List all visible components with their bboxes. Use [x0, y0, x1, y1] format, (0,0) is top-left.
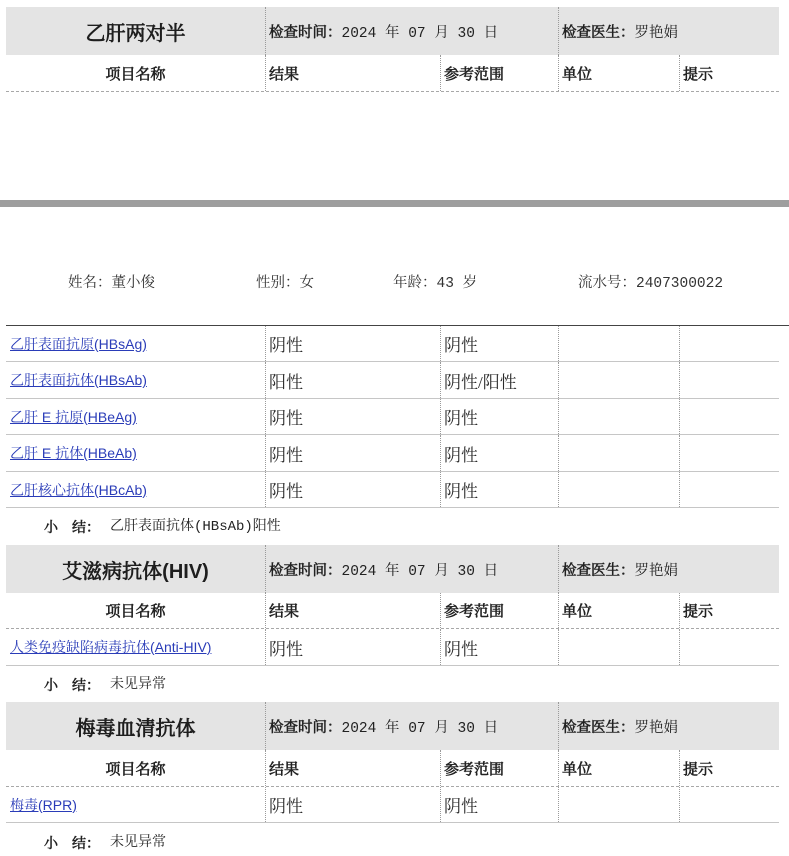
- exam-time-cell: [265, 545, 558, 593]
- unit-cell: [558, 435, 679, 471]
- doctor-label: 检查医生：: [562, 562, 635, 579]
- result-value: 阴性: [269, 409, 303, 428]
- column-header-row: [6, 593, 779, 629]
- section-title-cell: [6, 545, 265, 593]
- hint-cell: [679, 787, 779, 822]
- doctor-cell: [558, 545, 779, 593]
- exam-time-label: 检查时间：: [269, 719, 342, 736]
- result-value: 阴性: [269, 639, 303, 659]
- result-row: [6, 362, 779, 399]
- result-row: [6, 326, 779, 362]
- exam-time-cell: [265, 702, 558, 750]
- column-header-name: 项目名称: [105, 65, 166, 83]
- result-value: 阳性: [269, 372, 303, 392]
- hint-cell: [679, 435, 779, 471]
- unit-cell: [558, 326, 679, 361]
- exam-time-cell: [265, 7, 558, 55]
- exam-time-label: 检查时间：: [269, 24, 342, 41]
- unit-cell: [558, 362, 679, 398]
- reference-range: 阴性: [444, 482, 478, 501]
- result-value: 阴性: [269, 336, 303, 355]
- doctor-cell: [558, 702, 779, 750]
- section-title: 梅毒血清抗体: [75, 717, 196, 740]
- patient-age-value: 43 岁: [436, 276, 478, 292]
- summary-text: 未见异常: [110, 677, 166, 693]
- patient-name: [68, 274, 155, 294]
- column-header-hint: 提示: [679, 750, 779, 786]
- result-row: [6, 629, 779, 666]
- section-summary: [0, 517, 789, 537]
- doctor-name: 罗艳娟: [634, 563, 678, 580]
- summary-label: 小 结：: [44, 835, 100, 851]
- reference-range: 阴性: [444, 409, 478, 428]
- result-row: [6, 472, 779, 508]
- column-header-row: [6, 750, 779, 787]
- hint-cell: [679, 362, 779, 398]
- result-value: 阴性: [269, 797, 303, 816]
- section-header-syphilis: [6, 702, 779, 750]
- test-item-link[interactable]: 梅毒(RPR): [10, 796, 77, 813]
- column-header-unit: 单位: [558, 750, 679, 786]
- result-row: [6, 399, 779, 435]
- section-summary: [0, 833, 789, 853]
- unit-cell: [558, 629, 679, 665]
- column-header-unit: 单位: [558, 55, 679, 91]
- doctor-cell: [558, 7, 779, 55]
- patient-gender: [256, 274, 314, 294]
- patient-name-value: 董小俊: [111, 276, 155, 292]
- serial-number-label: 流水号：: [578, 276, 636, 292]
- reference-range: 阴性: [444, 797, 478, 816]
- summary-text: 乙肝表面抗体(HBsAb)阳性: [110, 519, 281, 535]
- patient-age: [393, 274, 477, 294]
- summary-label: 小 结：: [44, 519, 100, 535]
- hint-cell: [679, 472, 779, 507]
- column-header-reference: 参考范围: [440, 55, 558, 91]
- reference-range: 阴性/阳性: [444, 372, 517, 392]
- unit-cell: [558, 472, 679, 507]
- test-item-link[interactable]: 乙肝 E 抗体(HBeAb): [10, 445, 137, 461]
- result-row: [6, 787, 779, 823]
- result-value: 阴性: [269, 482, 303, 501]
- test-item-link[interactable]: 乙肝表面抗体(HBsAb): [10, 372, 147, 388]
- column-header-reference: 参考范围: [440, 750, 558, 786]
- column-header-hint: 提示: [679, 55, 779, 91]
- patient-gender-value: 女: [299, 276, 314, 292]
- doctor-name: 罗艳娟: [634, 720, 678, 737]
- column-header-row: [6, 55, 779, 92]
- column-header-result: 结果: [265, 55, 440, 91]
- hint-cell: [679, 629, 779, 665]
- column-header-name: 项目名称: [105, 760, 166, 778]
- reference-range: 阴性: [444, 445, 478, 465]
- section-title-cell: [6, 702, 265, 750]
- column-header-unit: 单位: [558, 593, 679, 628]
- exam-time-label: 检查时间：: [269, 562, 342, 579]
- reference-range: 阴性: [444, 639, 478, 659]
- section-summary: [0, 675, 789, 695]
- exam-time-value: 2024 年 07 月 30 日: [341, 25, 499, 42]
- result-row: [6, 435, 779, 472]
- doctor-name: 罗艳娟: [634, 25, 678, 42]
- column-header-result: 结果: [265, 593, 440, 628]
- section-header-hiv: [6, 545, 779, 593]
- exam-time-value: 2024 年 07 月 30 日: [341, 720, 499, 737]
- summary-label: 小 结：: [44, 677, 100, 693]
- test-item-link[interactable]: 乙肝 E 抗原(HBeAg): [10, 408, 137, 425]
- patient-age-label: 年龄：: [393, 276, 437, 292]
- doctor-label: 检查医生：: [562, 24, 635, 41]
- section-header-hbv: [6, 7, 779, 55]
- exam-time-value: 2024 年 07 月 30 日: [341, 563, 499, 580]
- section-title: 乙肝两对半: [85, 22, 186, 45]
- unit-cell: [558, 787, 679, 822]
- serial-number: [578, 274, 723, 294]
- column-header-name: 项目名称: [105, 603, 166, 620]
- section-title-cell: [6, 7, 265, 55]
- column-header-reference: 参考范围: [440, 593, 558, 628]
- column-header-result: 结果: [265, 750, 440, 786]
- hint-cell: [679, 399, 779, 434]
- unit-cell: [558, 399, 679, 434]
- reference-range: 阴性: [444, 336, 478, 355]
- test-item-link[interactable]: 人类免疫缺陷病毒抗体(Anti-HIV): [10, 639, 212, 655]
- column-header-hint: 提示: [679, 593, 779, 628]
- section-title: 艾滋病抗体(HIV): [62, 560, 209, 583]
- patient-name-label: 姓名：: [68, 276, 112, 292]
- summary-text: 未见异常: [110, 835, 166, 851]
- hint-cell: [679, 326, 779, 361]
- serial-number-value: 2407300022: [636, 276, 724, 292]
- doctor-label: 检查医生：: [562, 719, 635, 736]
- test-item-link[interactable]: 乙肝表面抗原(HBsAg): [10, 335, 147, 352]
- test-item-link[interactable]: 乙肝核心抗体(HBcAb): [10, 481, 147, 498]
- page-separator: [0, 200, 789, 207]
- result-value: 阴性: [269, 445, 303, 465]
- patient-gender-label: 性别：: [256, 276, 300, 292]
